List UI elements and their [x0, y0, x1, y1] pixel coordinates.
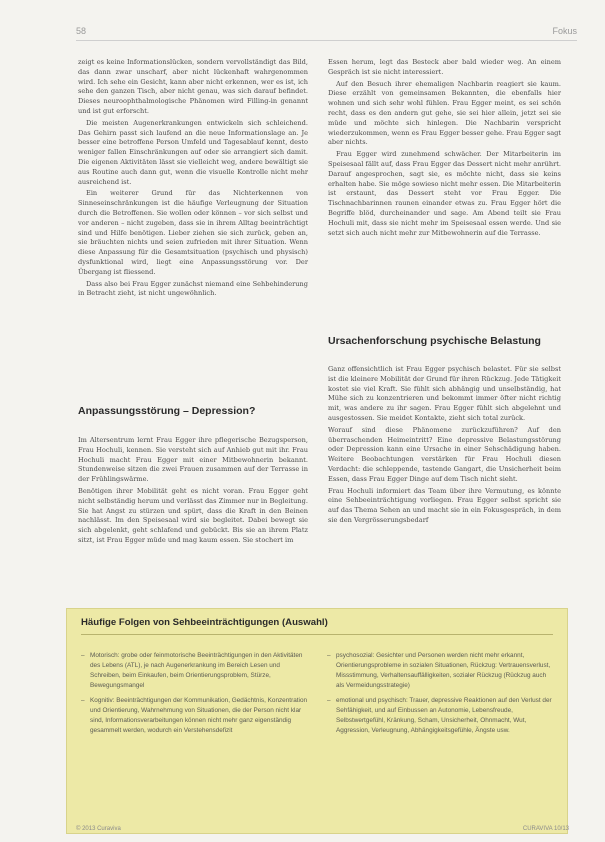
header-divider [76, 40, 577, 41]
left-column [78, 58, 308, 301]
left-column-lower [78, 436, 308, 548]
paragraph: Essen herum, legt das Besteck aber bald wieder weg. An einem Gespräch ist sie nicht interessiert. [328, 58, 561, 76]
info-box-right-column [327, 651, 555, 741]
paragraph: Frau Hochuli informiert das Team über ihre Vermutung, es könnte eine Sehbeeinträchtigung vorliegen. Frau Egger selbst spricht sie auf das Thema Sehen an und macht sie in ein Fokusgespräch, in dem sie den Vergrösserungsbedarf [328, 486, 561, 524]
list-item: – Motorisch: grobe oder feinmotorische Beeinträchtigungen in den Aktivitäten des Lebens (ATL), je nach Augenerkrankung im Bereich Lesen und Schreiben, beim Einkaufen, beim Orientierungsproblem, Stürze, Bewegungsmangel [81, 651, 309, 691]
paragraph: Benötigen ihrer Mobilität geht es nicht voran. Frau Egger geht nicht selbständig herum und verlässt das Zimmer nur in Begleitung. Sie hat Angst zu stürzen und spürt, dass die Kraft in den Beinen nachlässt. Im den Speisesaal wird sie begleitet. Dabei bewegt sie sich abgelenkt, geht schlafend und gebückt. Bis sie an ihrem Platz sitzt, ist Frau Egger müde und mag kaum essen. Sie stochert im [78, 486, 308, 544]
list-item: – psychosozial: Gesichter und Personen werden nicht mehr erkannt, Orientierungsprobleme in sozialen Situationen, Rückzug: Vertrauensverlust, Missstimmung, Verhaltensauffälligkeiten, sozialer Rückzug (Rückzug auch als Vermeidungsstrategie) [327, 651, 555, 691]
list-item: – emotional und psychisch: Trauer, depressive Reaktionen auf den Verlust der Sehfähigkeit, und auf Einbussen an Autonomie, Lebensfreude, Selbstwertgefühl, Kränkung, Scham, Unsicherheit, Ohnmacht, Wut, Aggression, Verleugnung, Abhängigkeitsgefühle, Ängste usw. [327, 696, 555, 736]
section-label: Fokus [552, 26, 577, 36]
paragraph: Auf den Besuch ihrer ehemaligen Nachbarin reagiert sie kaum. Diese erzählt von gemeinsamen Bekannten, die ebenfalls hier wohnen und sich sehr wohl fühlen. Frau Egger meint, es sei schön recht, dass es den andern gut gehe, sie sei hier allein, jetzt sei sie müde und möchte sich hinlegen. Die Nachbarin verspricht wiederzukommen, wenn es Frau Egger besser gehe. Frau Egger sagt aber nichts. [328, 79, 561, 147]
info-box [66, 608, 568, 834]
paragraph: Ein weiterer Grund für das Nichterkennen von Sinneseinschränkungen ist die häufige Verleugnung der Situation durch die Betroffenen. Sie wollen oder können – vor sich selbst und vor anderen – nicht zugeben, dass sie in ihrem Alltag beeinträchtigt sind und Hilfe benötigen. Lieber ziehen sie sich zurück, geben an, sie bräuchten nichts und seien zufrieden mit ihrer Situation. Wenn diese Anpassung für die Gesamtsituation (psychisch und physisch) dysfunktional wird, liegt eine Anpassungsstörung vor. Der Übergang ist fliessend. [78, 189, 308, 276]
bullet-list [81, 651, 309, 736]
paragraph: Worauf sind diese Phänomene zurückzuführen? Auf den überraschenden Heimeintritt? Eine depressive Belastungsstörung oder Depression kann eine Ursache in einer Sehschädigung haben. Weitere Beobachtungen verstärken für Frau Hochuli diesen Verdacht: die schleppende, tastende Gangart, die Unsicherheit beim Essen, dass Frau Egger Dinge auf dem Tisch nicht sieht. [328, 425, 561, 483]
footer-copyright: © 2013 Curaviva [76, 826, 121, 832]
info-box-left-column [81, 651, 309, 741]
page-number: 58 [76, 26, 87, 36]
info-box-title: Häufige Folgen von Sehbeeinträchtigungen (Auswahl) [81, 617, 553, 635]
right-column [328, 58, 561, 240]
paragraph: Ganz offensichtlich ist Frau Egger psychisch belastet. Für sie selbst ist die kleinere Mobilität der Grund für ihren Rückzug. Jede Tätigkeit kostet sie viel Kraft. Sie fühlt sich abhängig und unselbständig, hat Mühe sich zu konzentrieren und bekommt immer öfter nicht richtig mit, was andere zu ihr sagen. Frau Egger fühlt sich abgelehnt und ausgestossen. Sie meidet Kontakte, zieht sich total zurück. [328, 365, 561, 422]
bullet-list [327, 651, 555, 736]
list-item: – Kognitiv: Beeinträchtigungen der Kommunikation, Gedächtnis, Konzentration und Orientierung, Wahrnehmung von Situationen, die der Person nicht klar sind, Informationsverarbeitungen können nicht mehr ganz eigenständig gesammelt werden, wodurch ein Verstehensdefizit [81, 696, 309, 736]
paragraph: zeigt es keine Informationslücken, sondern vervollständigt das Bild, das dann zwar unscharf, aber nicht lückenhaft wahrgenommen wird. Ich sehe ein Gesicht, kann aber nicht erkennen, wer es ist, ich sehe den ganzen Tisch, aber nicht genau, was sich darauf befindet. Dieses neuroophthalmologische Phänomen wird Filling-in genannt und ist gut erforscht. [78, 58, 308, 115]
section-heading-root-cause: Ursachenforschung psychische Belastung [328, 335, 541, 347]
section-heading-adjustment-disorder: Anpassungsstörung – Depression? [78, 405, 256, 417]
paragraph: Im Altersentrum lernt Frau Egger ihre pflegerische Bezugsperson, Frau Hochuli, kennen. Sie versteht sich auf Anhieb gut mit ihr. Frau Hochuli macht Frau Egger mit einer Mitbewohnerin bekannt. Stundenweise sitzen die zwei Frauen zusammen auf der Terrasse in der Frühlingswärme. [78, 436, 308, 484]
paragraph: Die meisten Augenerkrankungen entwickeln sich schleichend. Das Gehirn passt sich laufend an die neue Informationslage an. Je besser eine betroffene Person Umfeld und Tagesablauf kennt, desto weniger fallen Einschränkungen auf oder sie arrangiert sich damit. Die eigenen Aktivitäten lässt sie vielleicht weg, andere bewältigt sie aus Routine auch dann gut, wenn die visuelle Kontrolle nicht mehr ausreichend ist. [78, 118, 308, 186]
paragraph: Frau Egger wird zunehmend schwächer. Der Mitarbeiterin im Speisesaal fällt auf, dass Frau Egger das Dessert nicht mehr anrührt. Darauf angesprochen, sagt sie, es möchte nicht, dass sie keins erhalten habe. Sie möge sowieso nicht mehr essen. Die Mitarbeiterin ist erstaunt, das Dessert steht vor Frau Egger. Die Tischnachbarinnen raunen einander etwas zu. Frau Egger hört die Begriffe blöd, durcheinander und sage. Am Abend teilt sie Frau Hochuli mit, dass sie nicht mehr im Speisesaal essen werde. Und sie setzt sich auch nicht mehr zur Mitbewohnerin auf die Terrasse. [328, 150, 561, 237]
footer-issue: CURAVIVA 10/13 [522, 826, 569, 832]
paragraph: Dass also bei Frau Egger zunächst niemand eine Sehbehinderung in Betracht zieht, ist nicht ungewöhnlich. [78, 279, 308, 298]
right-column-lower [328, 365, 561, 528]
